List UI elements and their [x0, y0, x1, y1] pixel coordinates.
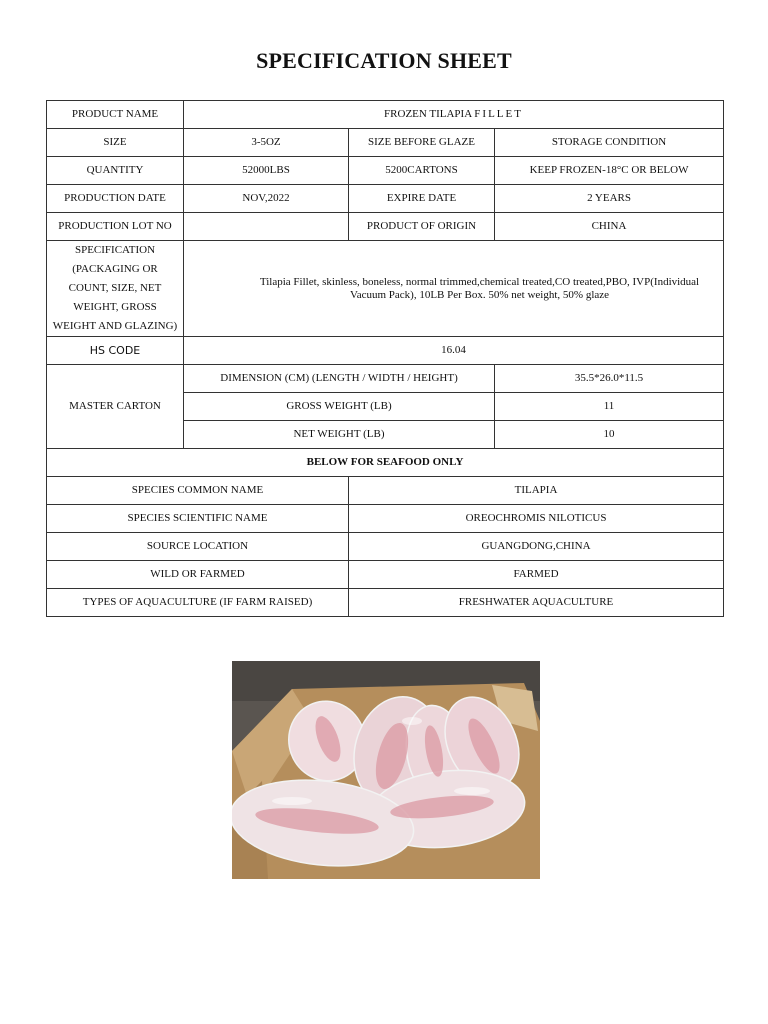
- product-of-origin-label: PRODUCT OF ORIGIN: [349, 213, 495, 241]
- row-specification: [47, 241, 724, 337]
- specification-table: [46, 100, 724, 617]
- production-date-label: PRODUCTION DATE: [47, 185, 184, 213]
- seafood-row: [47, 589, 724, 617]
- production-lot-label: PRODUCTION LOT NO: [47, 213, 184, 241]
- species-scientific-name-value: OREOCHROMIS NILOTICUS: [349, 505, 724, 533]
- production-date-value: NOV,2022: [184, 185, 349, 213]
- specification-label: SPECIFICATION (PACKAGING OR COUNT, SIZE, NET WEIGHT, GROSS WEIGHT AND GLAZING): [47, 241, 184, 337]
- production-lot-value: [184, 213, 349, 241]
- seafood-row: [47, 505, 724, 533]
- dimension-label: DIMENSION (CM) (LENGTH / WIDTH / HEIGHT): [184, 365, 495, 393]
- row-master-carton-dimension: [47, 365, 724, 393]
- cartons-value: 5200CARTONS: [349, 157, 495, 185]
- aquaculture-type-label: TYPES OF AQUACULTURE (IF FARM RAISED): [47, 589, 349, 617]
- master-carton-label: MASTER CARTON: [47, 365, 184, 449]
- storage-condition-value: KEEP FROZEN-18°C OR BELOW: [495, 157, 724, 185]
- net-weight-label: NET WEIGHT (LB): [184, 421, 495, 449]
- wild-or-farmed-label: WILD OR FARMED: [47, 561, 349, 589]
- quantity-value: 52000LBS: [184, 157, 349, 185]
- net-weight-value: 10: [495, 421, 724, 449]
- wild-or-farmed-value: FARMED: [349, 561, 724, 589]
- row-product-name: [47, 101, 724, 129]
- hs-code-label: HS CODE: [47, 337, 184, 365]
- row-production-lot: [47, 213, 724, 241]
- dimension-value: 35.5*26.0*11.5: [495, 365, 724, 393]
- row-hs-code: [47, 337, 724, 365]
- seafood-row: [47, 477, 724, 505]
- page-title: SPECIFICATION SHEET: [256, 48, 512, 73]
- product-name-label: PRODUCT NAME: [47, 101, 184, 129]
- specification-value: Tilapia Fillet, skinless, boneless, normal trimmed,chemical treated,CO treated,PBO, IVP(Individual Vacuum Pack), 10LB Per Box. 50% net weight, 50% glaze: [184, 241, 724, 337]
- quantity-label: QUANTITY: [47, 157, 184, 185]
- row-quantity: [47, 157, 724, 185]
- storage-condition-label: STORAGE CONDITION: [495, 129, 724, 157]
- product-name-value: [184, 101, 724, 129]
- expire-date-value: 2 YEARS: [495, 185, 724, 213]
- seafood-row: [47, 533, 724, 561]
- species-scientific-name-label: SPECIES SCIENTIFIC NAME: [47, 505, 349, 533]
- size-before-glaze-label: SIZE BEFORE GLAZE: [349, 129, 495, 157]
- size-value: 3-5OZ: [184, 129, 349, 157]
- tilapia-fillets-image: [232, 661, 540, 879]
- row-seafood-header: [47, 449, 724, 477]
- row-size: [47, 129, 724, 157]
- gross-weight-value: 11: [495, 393, 724, 421]
- aquaculture-type-value: FRESHWATER AQUACULTURE: [349, 589, 724, 617]
- species-common-name-value: TILAPIA: [349, 477, 724, 505]
- product-name-spaced: FILLET: [474, 108, 523, 120]
- gross-weight-label: GROSS WEIGHT (LB): [184, 393, 495, 421]
- seafood-header: BELOW FOR SEAFOOD ONLY: [47, 449, 724, 477]
- species-common-name-label: SPECIES COMMON NAME: [47, 477, 349, 505]
- source-location-label: SOURCE LOCATION: [47, 533, 349, 561]
- product-name-main: FROZEN TILAPIA: [384, 108, 472, 120]
- expire-date-label: EXPIRE DATE: [349, 185, 495, 213]
- product-of-origin-value: CHINA: [495, 213, 724, 241]
- product-photo: [232, 661, 540, 879]
- hs-code-value: 16.04: [184, 337, 724, 365]
- seafood-row: [47, 561, 724, 589]
- source-location-value: GUANGDONG,CHINA: [349, 533, 724, 561]
- row-production-date: [47, 185, 724, 213]
- size-label: SIZE: [47, 129, 184, 157]
